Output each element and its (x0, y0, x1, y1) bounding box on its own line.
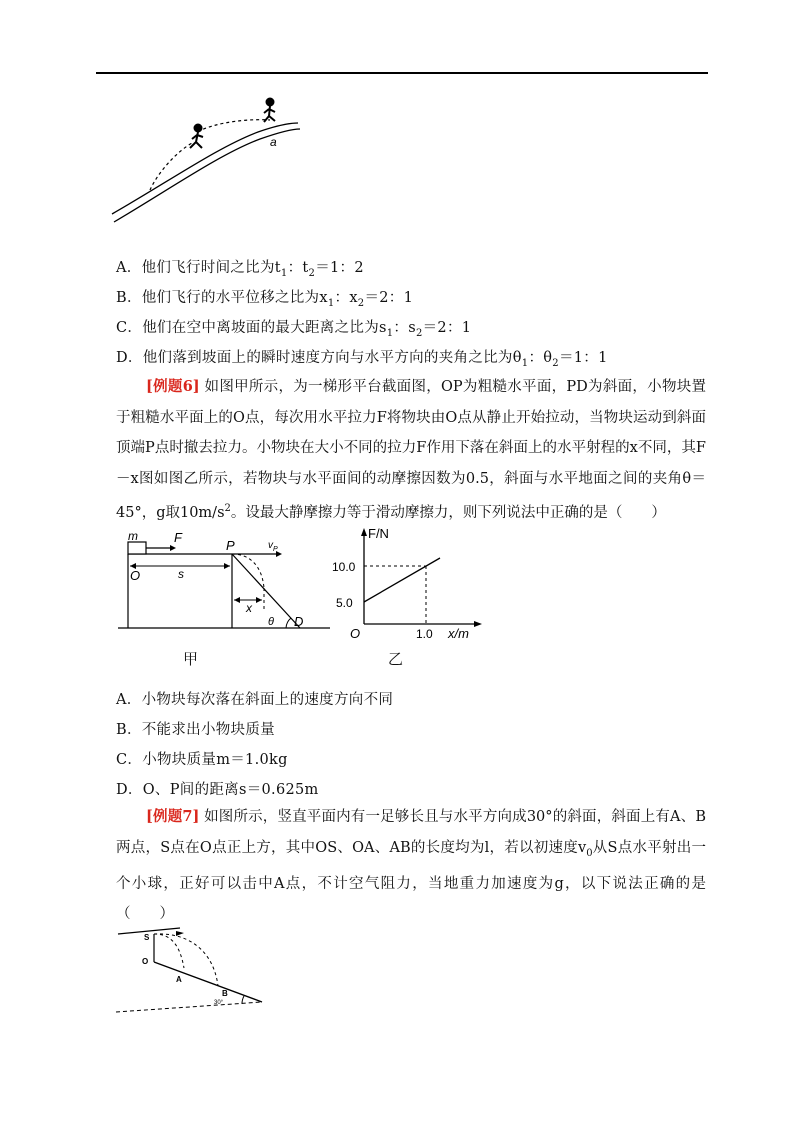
f-x-line (364, 558, 440, 602)
option-d: D．他们落到坡面上的瞬时速度方向与水平方向的夹角之比为$\theta_1$：$\theta_2=1$：1 (116, 350, 608, 369)
label-30: 30° (214, 1000, 224, 1006)
ex6-option-a: A．小物块每次落在斜面上的速度方向不同 (116, 692, 394, 708)
option-c: C．他们在空中离坡面的最大距离之比为$s_1$：$s_2=2$：1 (116, 320, 472, 339)
ex6-option-c: C．小物块质量m＝1.0kg (116, 752, 288, 768)
figure-jia (116, 530, 336, 634)
option-a: A．他们飞行时间之比为$t_1$：$t_2=1$：2 (116, 260, 364, 279)
label-m: m (128, 530, 138, 543)
y-tick-10: 10.0 (332, 560, 356, 574)
label-A: A (176, 975, 182, 984)
skier-1-icon (190, 125, 203, 149)
option-b: B．他们飞行的水平位移之比为$x_1$：$x_2=2$：1 (116, 290, 414, 309)
trajectory-dashed-lower (150, 142, 194, 190)
ground-dashed (116, 1002, 262, 1012)
launch-arrow (176, 931, 184, 936)
label-D: D (294, 614, 304, 629)
trajectory-to-b (154, 934, 218, 986)
origin-O: O (350, 626, 361, 641)
label-O7: O (142, 957, 149, 966)
ski-slope-figure (108, 92, 308, 228)
label-theta: θ (268, 616, 274, 628)
label-s: s (178, 567, 184, 581)
skier-2-icon (264, 99, 275, 123)
label-P: P (226, 538, 235, 553)
block-m (128, 542, 146, 554)
incline-pd (232, 554, 300, 628)
incline-main (154, 962, 262, 1002)
example6-tag: [例题6] (146, 378, 200, 395)
caption-yi: 乙 (388, 650, 404, 668)
y-axis-label: F/N (368, 526, 389, 541)
label-O: O (130, 568, 141, 583)
label-S: S (144, 933, 150, 942)
label-B: B (222, 989, 228, 998)
theta-arc (286, 618, 291, 628)
figure-yi-graph (326, 524, 498, 646)
caption-jia: 甲 (183, 650, 199, 668)
y-tick-5: 5.0 (336, 596, 353, 610)
label-F: F (174, 530, 182, 545)
ex6-option-d: D．O、P间的距离s＝0.625m (116, 782, 319, 798)
x-axis-label: x/m (448, 626, 469, 641)
example7-figure (114, 924, 274, 1016)
trajectory-to-a (154, 934, 184, 968)
example7-text: [例题7] 如图所示，竖直平面内有一足够长且与水平方向成30°的斜面，斜面上有A、B两点，S点在O点正上方，其中OS、OA、AB的长度均为l，若以初速度$v_0$从S点水平射出一个小球，正好可以击中A点，不计空气阻力，当地重力加速度为g，以下说法正确的是（ ） (116, 808, 707, 923)
ex6-option-b: B．不能求出小物块质量 (116, 722, 275, 738)
x-tick-1: 1.0 (416, 627, 433, 641)
trajectory-dashed (198, 120, 270, 132)
label-a: a (270, 135, 277, 149)
example7-tag: [例题7] (146, 808, 200, 825)
example6-text: [例题6] 如图甲所示，为一梯形平台截面图，OP为粗糙水平面，PD为斜面，小物块置于粗糙水平面上的O点，每次用水平拉力F将物块由O点从静止开始拉动，当物块运动到斜面顶端P点时撤去拉力。小物块在大小不同的拉力F作用下落在斜面上的水平射程的x不同，其F－x图如图乙所示，若物块与水平面间的动摩擦因数为0.5，斜面与水平地面之间的夹角θ＝45°，g取$10m/s^2$。设最大静摩擦力等于滑动摩擦力，则下列说法中正确的是（ ） (116, 378, 707, 521)
label-v: $v_P$ (268, 540, 278, 553)
label-x: x (246, 601, 252, 615)
header-rule (96, 72, 708, 74)
